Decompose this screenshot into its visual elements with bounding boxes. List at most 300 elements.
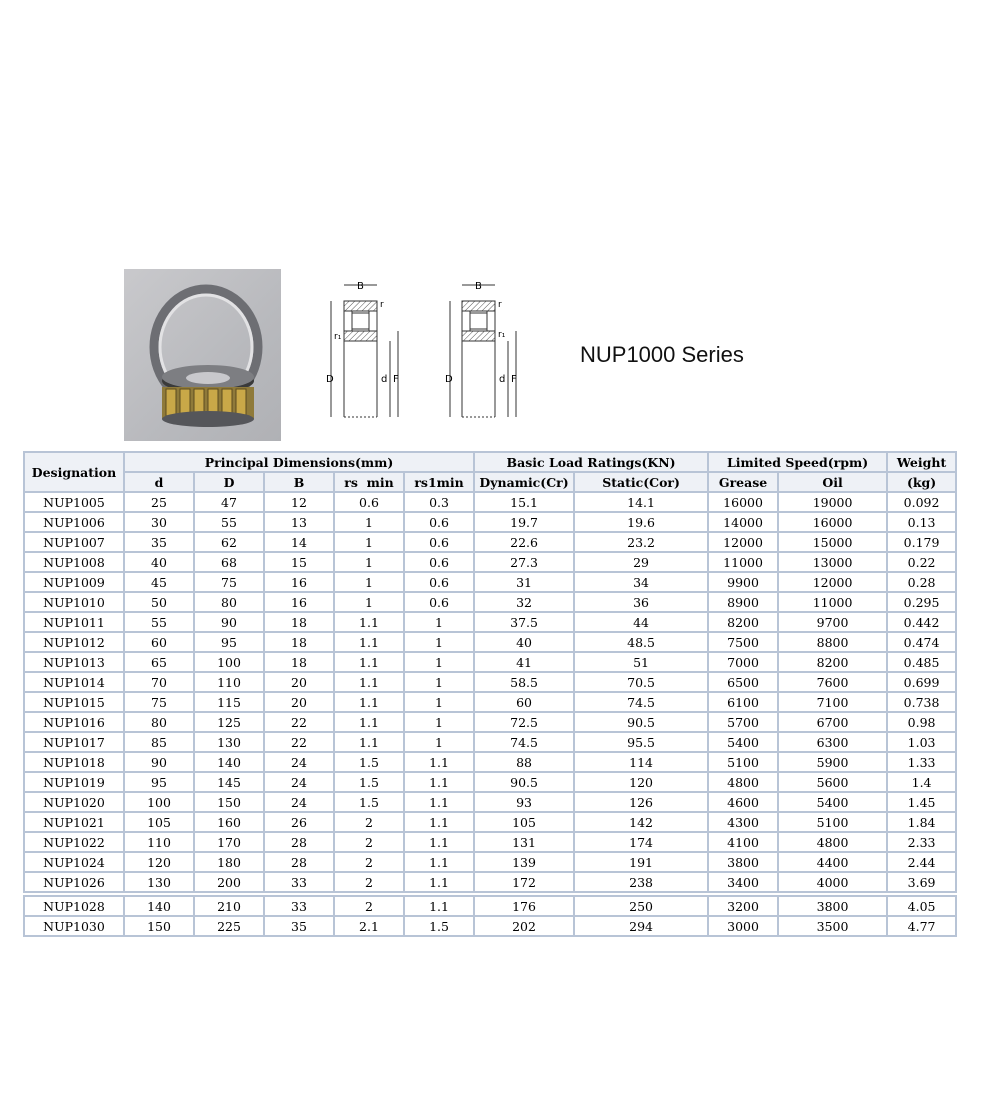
cell-d: 55 [124,612,194,632]
cell-designation: NUP1008 [24,552,124,572]
cell-grease-speed: 4100 [708,832,778,852]
cell-oil-speed: 11000 [778,592,887,612]
cell-weight: 2.33 [887,832,956,852]
cell-grease-speed: 16000 [708,492,778,512]
cell-dynamic-cr: 131 [474,832,574,852]
table-row [24,752,956,772]
cell-D: 100 [194,652,264,672]
cell-B: 14 [264,532,334,552]
cell-D: 55 [194,512,264,532]
cell-static-cor: 191 [574,852,708,872]
col-static: Static(Cor) [574,472,708,492]
cell-rs-min: 1 [334,572,404,592]
cell-grease-speed: 4300 [708,812,778,832]
cell-rs-min: 2 [334,852,404,872]
cell-designation: NUP1014 [24,672,124,692]
group-limited-speed: Limited Speed(rpm) [708,452,887,472]
cell-oil-speed: 8200 [778,652,887,672]
cell-designation: NUP1011 [24,612,124,632]
dim-label-r: r [380,300,384,310]
cell-designation: NUP1005 [24,492,124,512]
cell-rs-min: 1 [334,552,404,572]
cell-dynamic-cr: 74.5 [474,732,574,752]
cell-rs1min: 1 [404,692,474,712]
cell-grease-speed: 5700 [708,712,778,732]
cell-d: 120 [124,852,194,872]
cell-oil-speed: 7100 [778,692,887,712]
cell-designation: NUP1024 [24,852,124,872]
spec-table [23,451,957,937]
cell-D: 95 [194,632,264,652]
cell-designation: NUP1022 [24,832,124,852]
cell-designation: NUP1012 [24,632,124,652]
cell-designation: NUP1013 [24,652,124,672]
cell-B: 28 [264,852,334,872]
cell-rs-min: 2 [334,896,404,916]
cell-static-cor: 74.5 [574,692,708,712]
cell-dynamic-cr: 105 [474,812,574,832]
cell-static-cor: 48.5 [574,632,708,652]
dim-label-r1: r₁ [498,330,506,340]
cell-D: 90 [194,612,264,632]
cell-weight: 0.738 [887,692,956,712]
cell-oil-speed: 8800 [778,632,887,652]
cell-dynamic-cr: 58.5 [474,672,574,692]
cell-static-cor: 294 [574,916,708,936]
group-basic-load-ratings: Basic Load Ratings(KN) [474,452,708,472]
cell-dynamic-cr: 15.1 [474,492,574,512]
cell-B: 35 [264,916,334,936]
cell-dynamic-cr: 31 [474,572,574,592]
cross-section-diagram-1 [320,279,415,419]
cell-static-cor: 120 [574,772,708,792]
table-row [24,552,956,572]
cell-oil-speed: 15000 [778,532,887,552]
cell-rs-min: 1.1 [334,612,404,632]
dim-label-f: F [511,374,517,385]
header-row-sub [24,472,956,492]
cell-weight: 0.98 [887,712,956,732]
cell-grease-speed: 6500 [708,672,778,692]
table-row [24,632,956,652]
cell-static-cor: 14.1 [574,492,708,512]
cell-oil-speed: 5600 [778,772,887,792]
cell-D: 200 [194,872,264,892]
cell-rs-min: 1.1 [334,672,404,692]
table-row [24,832,956,852]
cell-rs-min: 1.1 [334,652,404,672]
cell-rs-min: 1.5 [334,772,404,792]
cell-D: 125 [194,712,264,732]
cell-oil-speed: 3800 [778,896,887,916]
cell-grease-speed: 3800 [708,852,778,872]
cell-d: 65 [124,652,194,672]
cell-designation: NUP1026 [24,872,124,892]
col-rs1min: rs1min [404,472,474,492]
dim-label-d-outer: D [445,374,453,385]
cell-D: 160 [194,812,264,832]
cell-weight: 2.44 [887,852,956,872]
cell-rs1min: 0.3 [404,492,474,512]
table-row [24,896,956,916]
cell-D: 145 [194,772,264,792]
cell-designation: NUP1021 [24,812,124,832]
cell-D: 47 [194,492,264,512]
cell-designation: NUP1020 [24,792,124,812]
cell-static-cor: 70.5 [574,672,708,692]
cell-static-cor: 23.2 [574,532,708,552]
series-title: NUP1000 Series [580,342,744,367]
cell-oil-speed: 5900 [778,752,887,772]
cell-static-cor: 142 [574,812,708,832]
cell-rs1min: 1 [404,672,474,692]
cell-dynamic-cr: 93 [474,792,574,812]
cell-rs-min: 1 [334,512,404,532]
cell-dynamic-cr: 72.5 [474,712,574,732]
cell-d: 110 [124,832,194,852]
cell-B: 18 [264,612,334,632]
table-row [24,792,956,812]
cell-B: 16 [264,572,334,592]
cell-B: 24 [264,752,334,772]
table-row [24,772,956,792]
table-row [24,916,956,936]
cell-designation: NUP1019 [24,772,124,792]
cell-rs-min: 1.1 [334,692,404,712]
cross-section-diagram-2 [440,279,535,419]
cell-weight: 1.4 [887,772,956,792]
table-row [24,812,956,832]
cell-oil-speed: 4400 [778,852,887,872]
cell-d: 75 [124,692,194,712]
cell-D: 225 [194,916,264,936]
cell-D: 62 [194,532,264,552]
cell-rs1min: 0.6 [404,512,474,532]
cell-weight: 0.28 [887,572,956,592]
cell-B: 22 [264,732,334,752]
cell-static-cor: 250 [574,896,708,916]
cell-dynamic-cr: 27.3 [474,552,574,572]
cell-static-cor: 36 [574,592,708,612]
cell-rs1min: 1.1 [404,872,474,892]
cell-designation: NUP1016 [24,712,124,732]
col-weight-unit: (kg) [887,472,956,492]
cell-rs1min: 1.1 [404,832,474,852]
col-d: d [124,472,194,492]
cell-dynamic-cr: 37.5 [474,612,574,632]
cell-rs1min: 1.1 [404,792,474,812]
cell-dynamic-cr: 202 [474,916,574,936]
cell-rs1min: 1.1 [404,852,474,872]
cell-dynamic-cr: 40 [474,632,574,652]
cell-weight: 0.699 [887,672,956,692]
cell-rs1min: 0.6 [404,572,474,592]
cell-d: 130 [124,872,194,892]
cell-weight: 4.77 [887,916,956,936]
col-designation: Designation [24,452,124,492]
table-row [24,852,956,872]
cell-oil-speed: 6700 [778,712,887,732]
col-D: D [194,472,264,492]
cell-designation: NUP1030 [24,916,124,936]
col-B: B [264,472,334,492]
cell-static-cor: 34 [574,572,708,592]
cell-static-cor: 126 [574,792,708,812]
cell-static-cor: 114 [574,752,708,772]
cell-B: 20 [264,672,334,692]
cell-rs1min: 1.1 [404,896,474,916]
table-row [24,712,956,732]
cell-d: 85 [124,732,194,752]
cell-static-cor: 51 [574,652,708,672]
cell-oil-speed: 6300 [778,732,887,752]
cell-oil-speed: 9700 [778,612,887,632]
cell-static-cor: 95.5 [574,732,708,752]
cell-dynamic-cr: 176 [474,896,574,916]
cell-rs-min: 2.1 [334,916,404,936]
cell-weight: 1.84 [887,812,956,832]
cell-D: 68 [194,552,264,572]
cell-grease-speed: 3200 [708,896,778,916]
cell-weight: 1.03 [887,732,956,752]
cell-d: 30 [124,512,194,532]
cell-d: 60 [124,632,194,652]
cell-grease-speed: 4800 [708,772,778,792]
cell-designation: NUP1028 [24,896,124,916]
cell-oil-speed: 19000 [778,492,887,512]
cell-d: 140 [124,896,194,916]
cell-grease-speed: 4600 [708,792,778,812]
cell-static-cor: 19.6 [574,512,708,532]
cell-B: 28 [264,832,334,852]
table-row [24,592,956,612]
dim-label-b: B [475,281,482,292]
cell-B: 33 [264,872,334,892]
dim-label-f: F [393,374,399,385]
cell-static-cor: 44 [574,612,708,632]
cell-rs1min: 1 [404,632,474,652]
dim-label-b: B [357,281,364,292]
cell-oil-speed: 12000 [778,572,887,592]
cell-d: 90 [124,752,194,772]
cell-dynamic-cr: 19.7 [474,512,574,532]
cell-dynamic-cr: 60 [474,692,574,712]
table-row [24,652,956,672]
cell-weight: 1.33 [887,752,956,772]
dim-label-d-inner: d [381,374,388,385]
cell-weight: 0.295 [887,592,956,612]
cell-D: 115 [194,692,264,712]
cell-rs-min: 0.6 [334,492,404,512]
cell-B: 20 [264,692,334,712]
cell-rs1min: 1.1 [404,812,474,832]
cell-static-cor: 174 [574,832,708,852]
cell-rs1min: 1 [404,612,474,632]
cell-grease-speed: 7000 [708,652,778,672]
cell-rs1min: 0.6 [404,552,474,572]
cell-D: 130 [194,732,264,752]
cell-static-cor: 29 [574,552,708,572]
cell-D: 110 [194,672,264,692]
cell-d: 35 [124,532,194,552]
cell-grease-speed: 8200 [708,612,778,632]
dim-label-r: r [498,300,502,310]
cell-rs1min: 0.6 [404,532,474,552]
cell-oil-speed: 4800 [778,832,887,852]
cell-weight: 3.69 [887,872,956,892]
cell-weight: 0.092 [887,492,956,512]
cell-d: 45 [124,572,194,592]
table-row [24,612,956,632]
cell-grease-speed: 9900 [708,572,778,592]
table-row [24,532,956,552]
cell-B: 13 [264,512,334,532]
cell-B: 12 [264,492,334,512]
cell-rs-min: 1.5 [334,752,404,772]
cell-dynamic-cr: 172 [474,872,574,892]
cell-weight: 1.45 [887,792,956,812]
col-oil: Oil [778,472,887,492]
cell-oil-speed: 4000 [778,872,887,892]
table-row [24,672,956,692]
cell-grease-speed: 14000 [708,512,778,532]
header-row-group [24,452,956,472]
cell-rs-min: 2 [334,832,404,852]
cell-dynamic-cr: 41 [474,652,574,672]
cell-B: 26 [264,812,334,832]
cell-rs1min: 1.1 [404,772,474,792]
cell-weight: 0.442 [887,612,956,632]
cell-oil-speed: 7600 [778,672,887,692]
cell-grease-speed: 6100 [708,692,778,712]
cell-d: 150 [124,916,194,936]
dim-label-r1: r₁ [334,332,342,342]
cell-rs1min: 1 [404,652,474,672]
cell-rs-min: 1 [334,592,404,612]
cell-rs-min: 1.1 [334,712,404,732]
bearing-illustration [124,269,281,441]
cell-grease-speed: 3400 [708,872,778,892]
cell-d: 95 [124,772,194,792]
group-principal-dimensions: Principal Dimensions(mm) [124,452,474,472]
cell-B: 33 [264,896,334,916]
cell-dynamic-cr: 22.6 [474,532,574,552]
cell-rs-min: 1.1 [334,732,404,752]
cell-grease-speed: 8900 [708,592,778,612]
cell-rs1min: 1.5 [404,916,474,936]
table-row [24,512,956,532]
dim-label-d-inner: d [499,374,506,385]
cell-rs1min: 0.6 [404,592,474,612]
col-rs-min: rs min [334,472,404,492]
cell-designation: NUP1010 [24,592,124,612]
cell-grease-speed: 7500 [708,632,778,652]
bearing-photo [124,269,281,441]
cell-B: 22 [264,712,334,732]
cell-designation: NUP1018 [24,752,124,772]
cell-B: 24 [264,772,334,792]
cell-d: 25 [124,492,194,512]
cell-oil-speed: 16000 [778,512,887,532]
cell-grease-speed: 3000 [708,916,778,936]
cell-rs-min: 2 [334,872,404,892]
cell-weight: 0.485 [887,652,956,672]
cell-grease-speed: 5100 [708,752,778,772]
cell-oil-speed: 3500 [778,916,887,936]
cell-d: 105 [124,812,194,832]
cell-B: 18 [264,632,334,652]
cell-weight: 0.13 [887,512,956,532]
cell-d: 40 [124,552,194,572]
cell-grease-speed: 5400 [708,732,778,752]
dim-label-d-outer: D [326,374,334,385]
cell-dynamic-cr: 139 [474,852,574,872]
cell-d: 80 [124,712,194,732]
cell-d: 50 [124,592,194,612]
cell-designation: NUP1007 [24,532,124,552]
cell-designation: NUP1015 [24,692,124,712]
cell-dynamic-cr: 90.5 [474,772,574,792]
col-dynamic: Dynamic(Cr) [474,472,574,492]
cell-D: 170 [194,832,264,852]
cell-weight: 0.474 [887,632,956,652]
cell-B: 24 [264,792,334,812]
cell-D: 140 [194,752,264,772]
cell-B: 16 [264,592,334,612]
cell-static-cor: 90.5 [574,712,708,732]
table-row [24,492,956,512]
cell-weight: 0.22 [887,552,956,572]
cell-D: 80 [194,592,264,612]
cell-dynamic-cr: 32 [474,592,574,612]
cell-rs-min: 2 [334,812,404,832]
cell-grease-speed: 11000 [708,552,778,572]
table-row [24,572,956,592]
cell-designation: NUP1006 [24,512,124,532]
cell-weight: 0.179 [887,532,956,552]
cell-oil-speed: 13000 [778,552,887,572]
cell-rs-min: 1.1 [334,632,404,652]
col-grease: Grease [708,472,778,492]
cell-grease-speed: 12000 [708,532,778,552]
cell-rs-min: 1.5 [334,792,404,812]
cell-weight: 4.05 [887,896,956,916]
table-row [24,692,956,712]
cell-B: 18 [264,652,334,672]
cell-oil-speed: 5400 [778,792,887,812]
cell-B: 15 [264,552,334,572]
cell-designation: NUP1009 [24,572,124,592]
cell-D: 150 [194,792,264,812]
cell-rs1min: 1 [404,732,474,752]
cell-D: 180 [194,852,264,872]
table-row [24,732,956,752]
cell-designation: NUP1017 [24,732,124,752]
spec-table-body [24,492,956,936]
cell-dynamic-cr: 88 [474,752,574,772]
cell-rs-min: 1 [334,532,404,552]
cell-rs1min: 1 [404,712,474,732]
cell-oil-speed: 5100 [778,812,887,832]
table-row [24,872,956,892]
cell-d: 70 [124,672,194,692]
cell-D: 75 [194,572,264,592]
cell-static-cor: 238 [574,872,708,892]
col-weight: Weight [887,452,956,472]
cell-rs1min: 1.1 [404,752,474,772]
cell-d: 100 [124,792,194,812]
cell-D: 210 [194,896,264,916]
